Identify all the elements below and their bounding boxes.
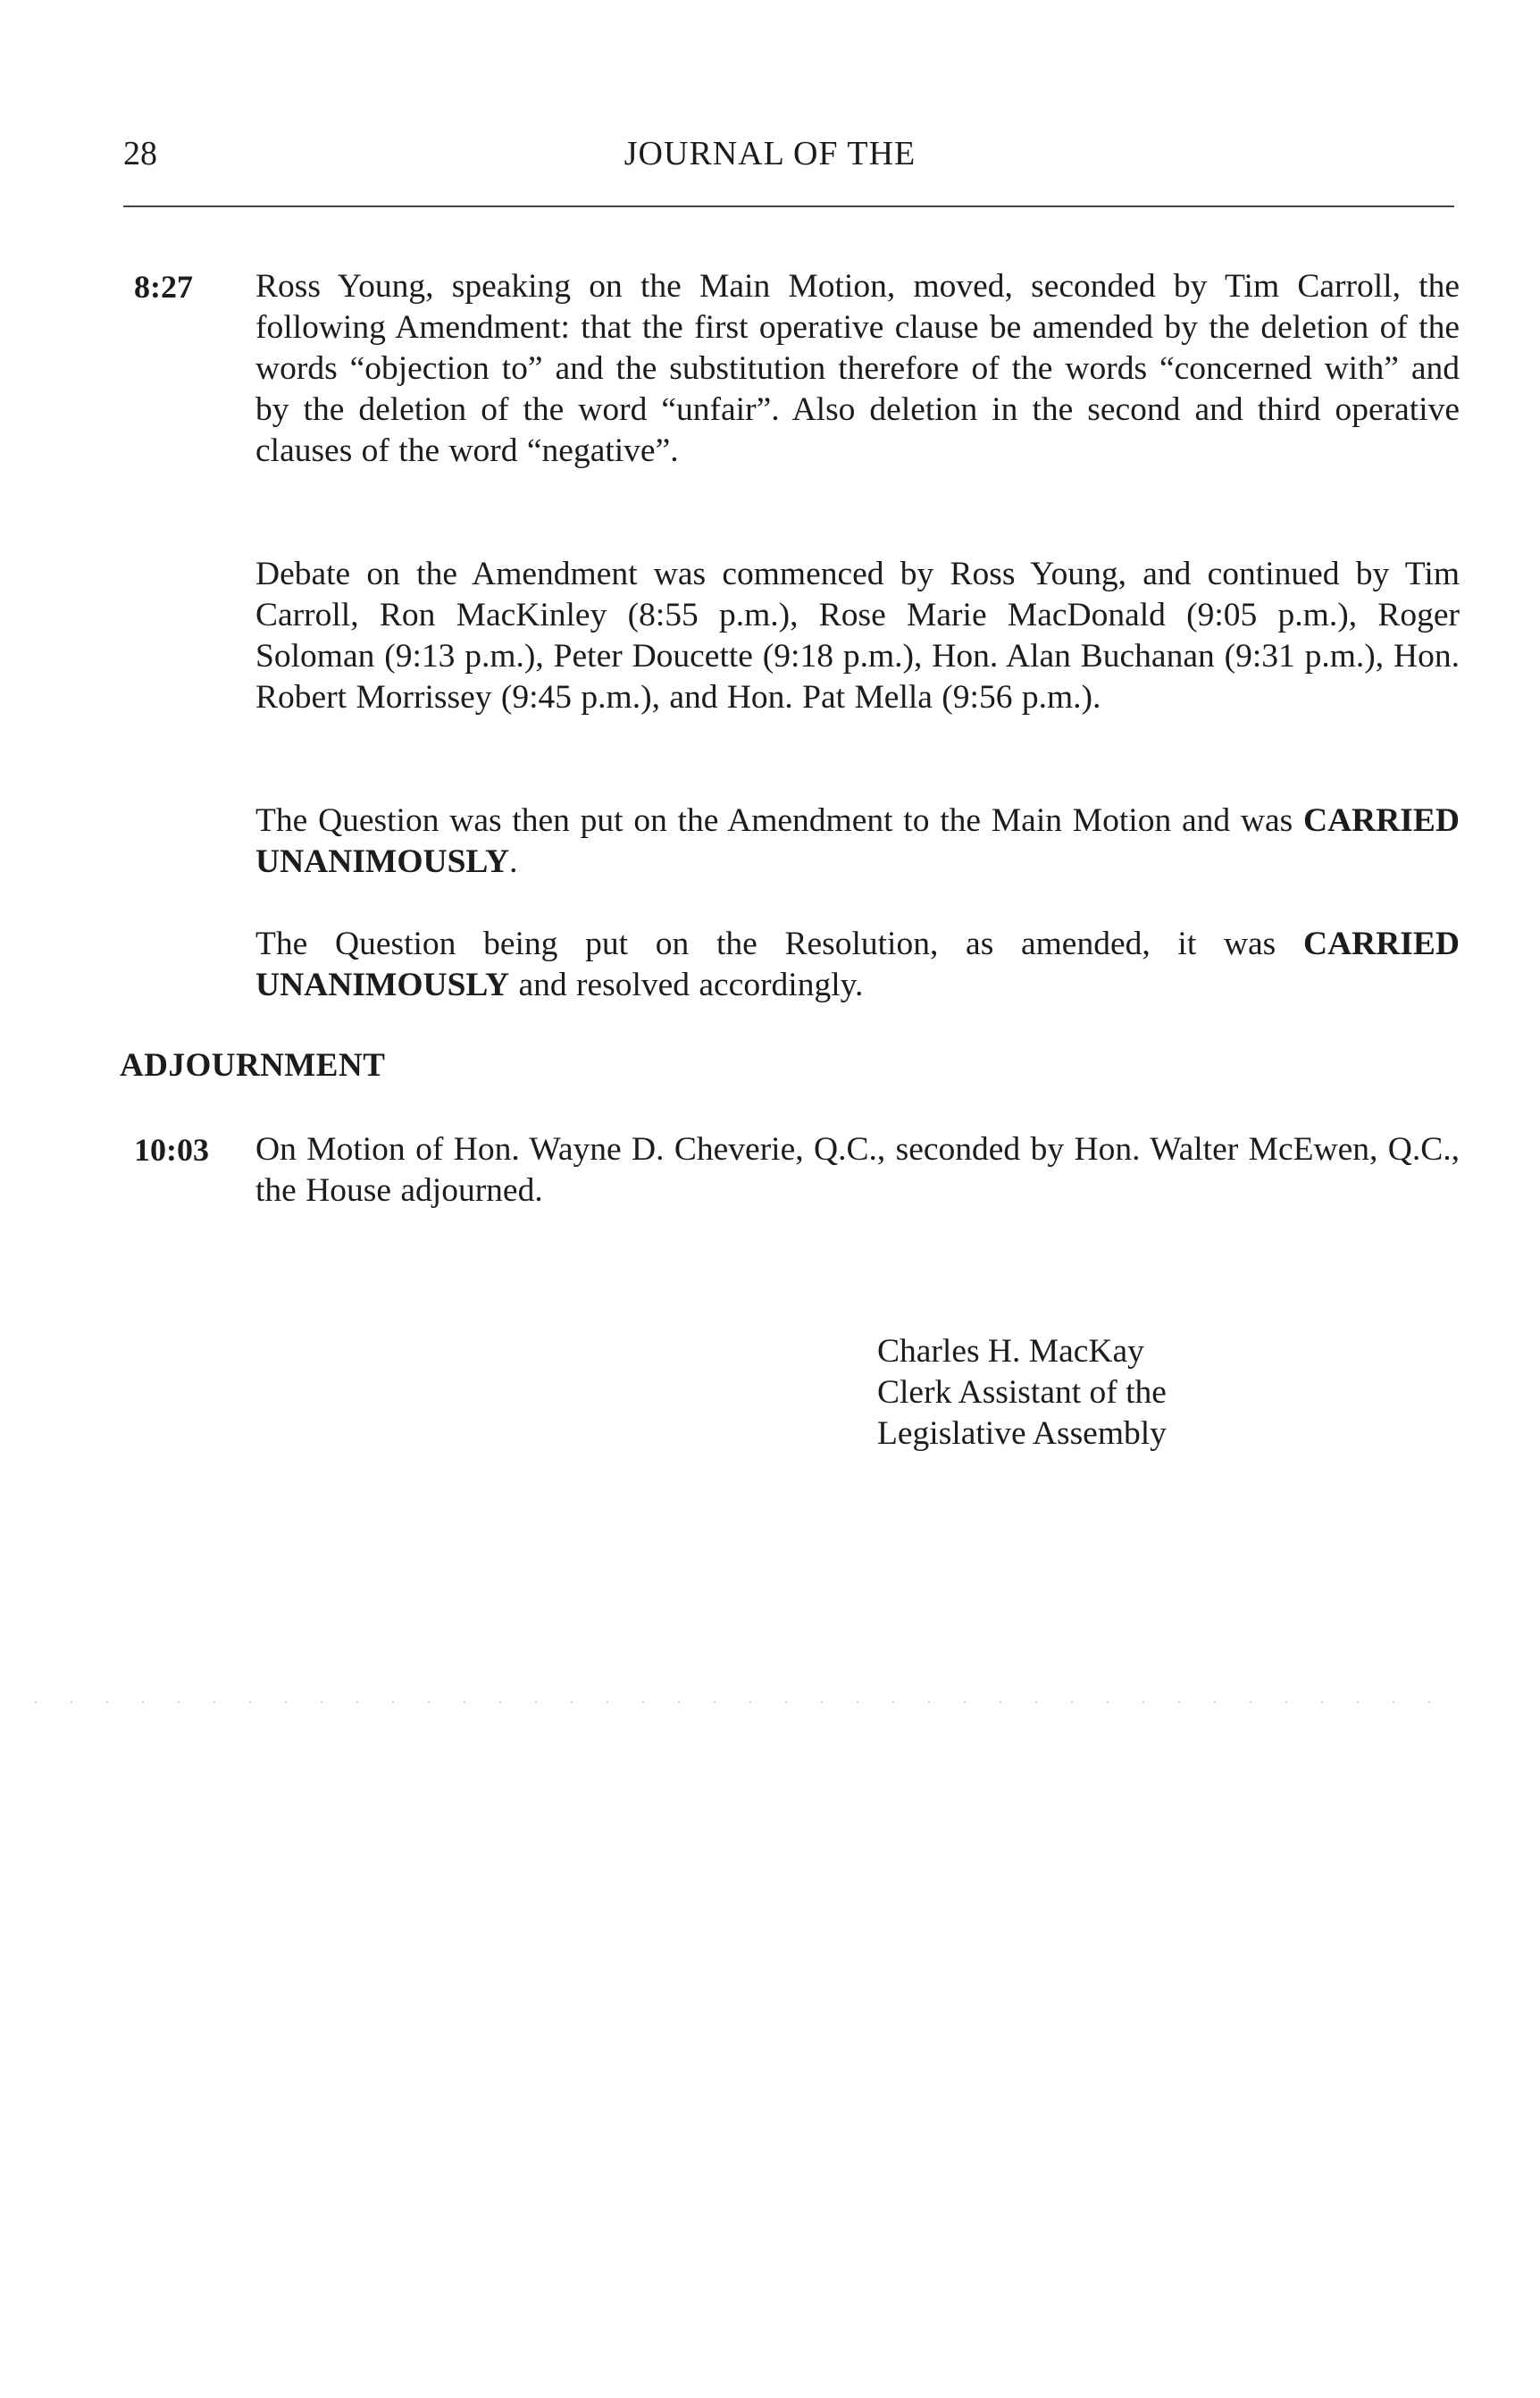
signature-block: [877, 1331, 1167, 1455]
signature-name: Charles H. MacKay: [877, 1333, 1144, 1370]
signature-title-line2: Legislative Assembly: [877, 1415, 1167, 1452]
question-resolution-end: and resolved accordingly.: [509, 967, 864, 1003]
entry-time-1003: 10:03: [134, 1132, 209, 1168]
running-head: JOURNAL OF THE: [624, 135, 916, 172]
amendment-paragraph: Ross Young, speaking on the Main Motion, moved, seconded by Tim Carroll, the following Amendment: that the first operative clause be amended by the deletion of the words “objection to” and the substitution therefore of the words “concerned with” and by the deletion of the word “unfair”. Also deletion in the second and third operative clauses of the word “negative”.: [255, 268, 1460, 469]
question-amendment-text: The Question was then put on the Amendment to the Main Motion and was: [255, 802, 1303, 839]
question-amendment-result: CARRIED UNANIMOUSLY: [255, 802, 1460, 880]
adjournment-paragraph: On Motion of Hon. Wayne D. Cheverie, Q.C., seconded by Hon. Walter McEwen, Q.C., the House adjourned.: [255, 1131, 1460, 1209]
adjournment-heading: ADJOURNMENT: [120, 1047, 386, 1084]
question-amendment-paragraph: [255, 801, 1460, 883]
question-resolution-text: The Question being put on the Resolution, as amended, it was: [255, 926, 1303, 962]
entry-time-827: 8:27: [134, 269, 193, 305]
scan-artifact-dots: [18, 1701, 1447, 1703]
header-rule: [123, 205, 1454, 207]
debate-paragraph: Debate on the Amendment was commenced by Ross Young, and continued by Tim Carroll, Ron MacKinley (8:55 p.m.), Rose Marie MacDonald (9:05 p.m.), Roger Soloman (9:13 p.m.), Peter Doucette (9:18 p.m.), Hon. Alan Buchanan (9:31 p.m.), Hon. Robert Morrissey (9:45 p.m.), and Hon. Pat Mella (9:56 p.m.).: [255, 556, 1460, 716]
question-resolution-result: CARRIED UNANIMOUSLY: [255, 926, 1460, 1003]
page-number: 28: [123, 135, 157, 172]
question-resolution-paragraph: [255, 924, 1460, 1006]
signature-title-line1: Clerk Assistant of the: [877, 1374, 1167, 1411]
question-amendment-end: .: [509, 843, 518, 880]
